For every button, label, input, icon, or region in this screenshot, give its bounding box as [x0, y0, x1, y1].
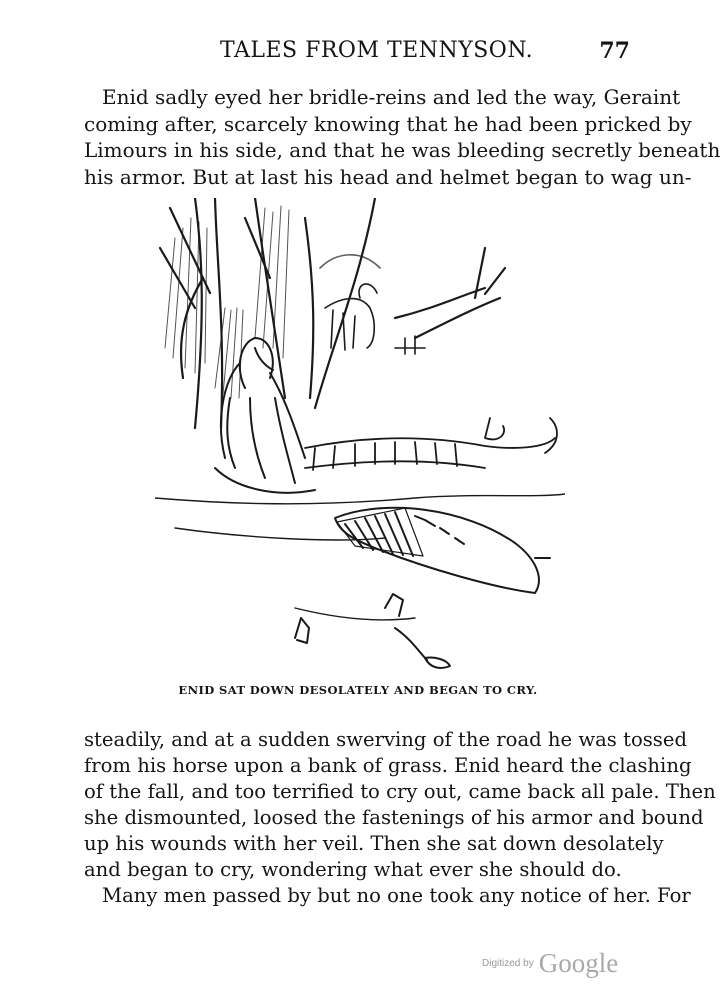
google-logo: Google [538, 948, 619, 978]
digitized-watermark [482, 948, 618, 979]
running-head [84, 38, 630, 68]
text-line: she dismounted, loosed the fastenings of his armor and bound [84, 806, 704, 829]
illustration [155, 198, 565, 678]
enid-and-geraint-illustration [155, 198, 565, 678]
text-line: from his horse upon a bank of grass. Enid heard the clashing [84, 754, 692, 777]
body-text-bottom [84, 727, 716, 909]
text-line: Limours in his side, and that he was bleeding secretly beneath [84, 138, 721, 162]
text-line: steadily, and at a sudden swerving of the road he was tossed [84, 728, 687, 751]
watermark-prefix: Digitized by [482, 958, 534, 969]
text-line: his armor. But at last his head and helmet began to wag un- [84, 164, 692, 189]
body-text-top [84, 84, 721, 190]
text-line: and began to cry, wondering what ever she should do. [84, 858, 622, 881]
text-line: Enid sadly eyed her bridle-reins and led the way, Geraint [102, 85, 681, 109]
text-line: of the fall, and too terrified to cry out, came back all pale. Then [84, 780, 716, 803]
text-line: Many men passed by but no one took any notice of her. For [102, 884, 691, 907]
illustration-caption: ENID SAT DOWN DESOLATELY AND BEGAN TO CRY. [178, 683, 538, 697]
text-line: up his wounds with her veil. Then she sat down desolately [84, 832, 664, 855]
page-number: 77 [599, 38, 630, 64]
running-title: TALES FROM TENNYSON. [220, 38, 534, 63]
text-line: coming after, scarcely knowing that he had been pricked by [84, 111, 692, 136]
